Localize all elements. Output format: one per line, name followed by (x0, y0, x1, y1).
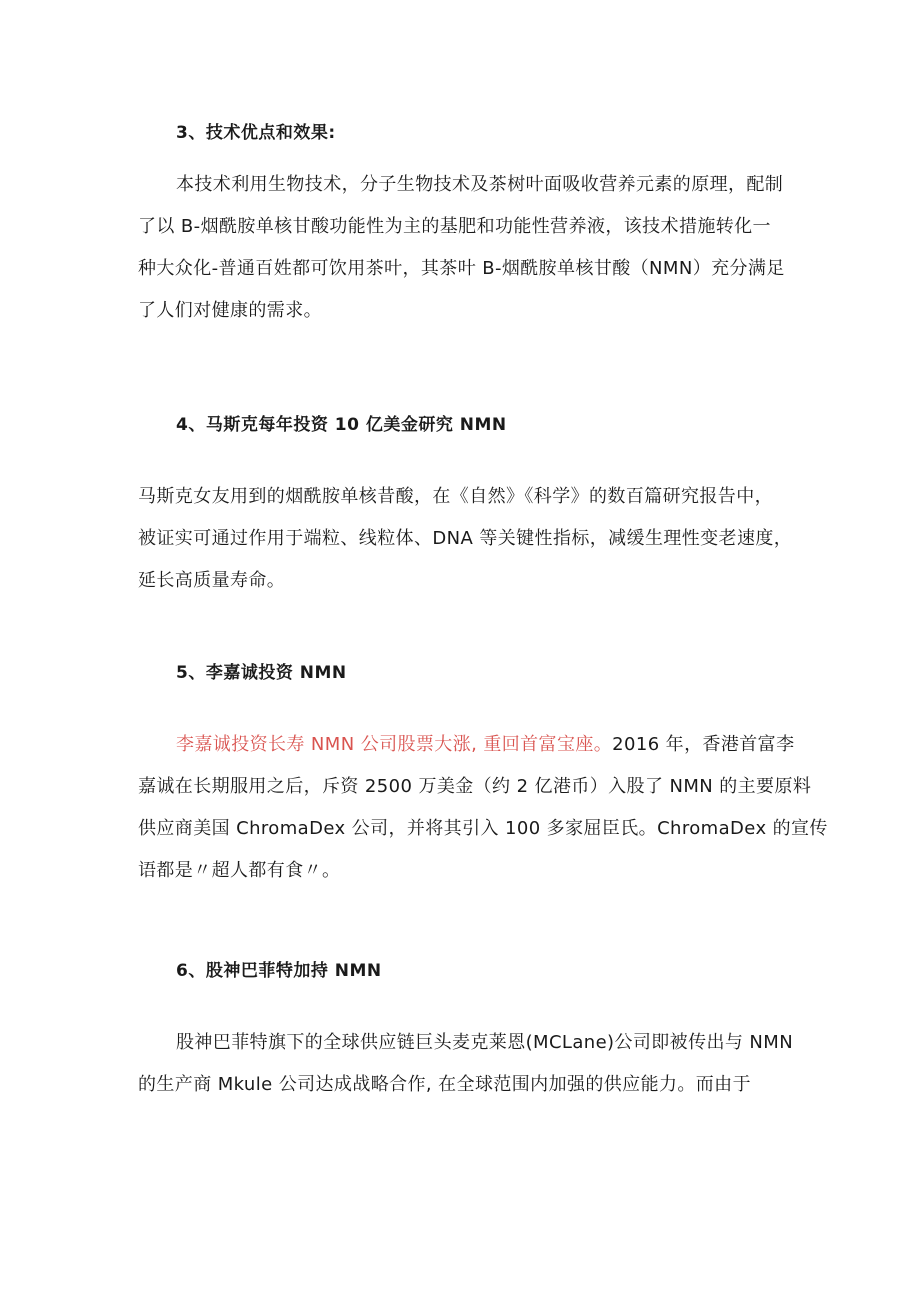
section-heading-6: 6、股神巴菲特加持 NMN (176, 961, 382, 981)
section-paragraph-6 (138, 1022, 794, 1106)
section-heading-3: 3、技术优点和效果: (176, 123, 336, 143)
paragraph-line: 股神巴菲特旗下的全球供应链巨头麦克莱恩(MCLane)公司即被传出与 NMN (176, 1032, 794, 1053)
paragraph-line: 本技术利用生物技术，分子生物技术及茶树叶面吸收营养元素的原理，配制 (176, 174, 784, 195)
paragraph-text: 2016 年，香港首富李 (612, 734, 795, 755)
section-heading-4: 4、马斯克每年投资 10 亿美金研究 NMN (176, 415, 507, 435)
section-paragraph-5 (138, 724, 828, 892)
paragraph-first-line (138, 724, 795, 766)
paragraph-line: 被证实可通过作用于端粒、线粒体、DNA 等关键性指标，减缓生理性变老速度， (138, 528, 793, 549)
paragraph-line: 的生产商 Mkule 公司达成战略合作, 在全球范围内加强的供应能力。而由于 (138, 1074, 751, 1095)
paragraph-line: 了以 B-烟酰胺单核甘酸功能性为主的基肥和功能性营养液，该技术措施转化一 (138, 216, 771, 237)
paragraph-line: 嘉诚在长期服用之后，斥资 2500 万美金（约 2 亿港币）入股了 NMN 的主要原料 (138, 776, 812, 797)
paragraph-line: 种大众化-普通百姓都可饮用茶叶，其茶叶 B-烟酰胺单核甘酸（NMN）充分满足 (138, 258, 785, 279)
section-heading-5: 5、李嘉诚投资 NMN (176, 663, 347, 683)
paragraph-line: 马斯克女友用到的烟酰胺单核昔酸，在《自然》《科学》的数百篇研究报告中， (138, 486, 773, 507)
section-paragraph-3 (138, 164, 786, 332)
highlight-text: 李嘉诚投资长寿 NMN 公司股票大涨, 重回首富宝座。 (176, 734, 613, 755)
paragraph-line: 了人们对健康的需求。 (138, 300, 322, 321)
paragraph-line: 语都是〃超人都有食〃。 (138, 860, 341, 881)
paragraph-line: 延长高质量寿命。 (138, 570, 286, 591)
section-paragraph-4 (138, 476, 793, 602)
paragraph-line: 供应商美国 ChromaDex 公司，并将其引入 100 多家屈臣氏。ChromaDex 的宣传 (138, 818, 828, 839)
